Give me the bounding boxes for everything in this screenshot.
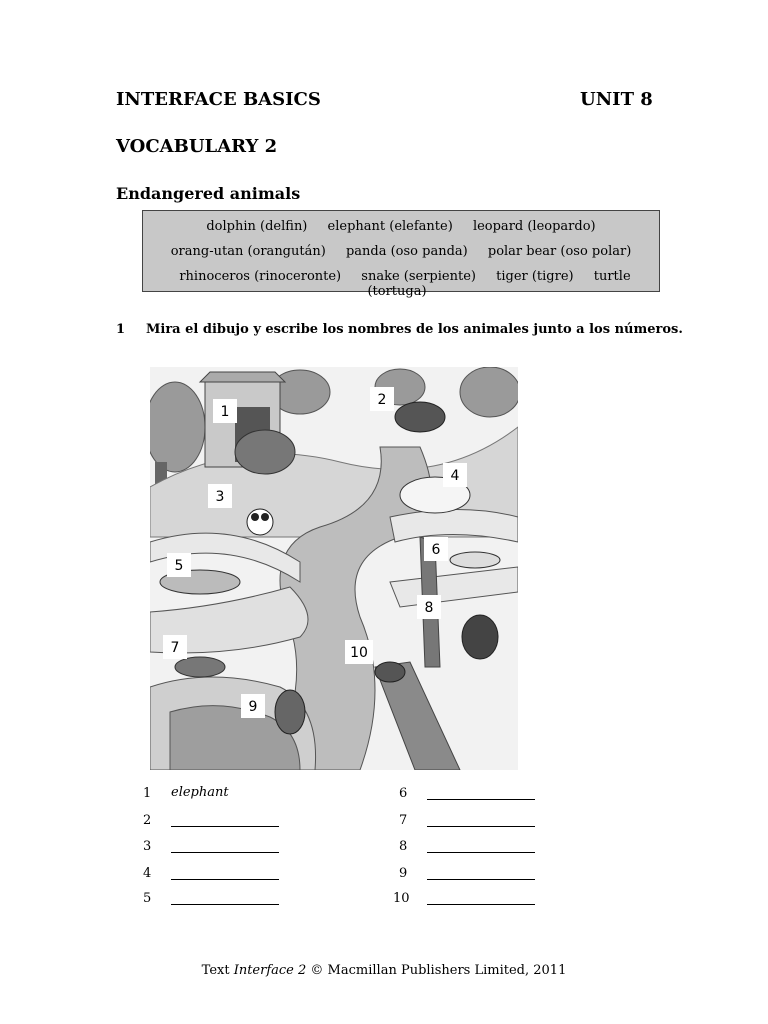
word-item: panda (oso panda) [345,244,468,259]
word-item: rhinoceros (rinoceronte) [179,269,342,284]
word-item: dolphin (delfin) [206,219,308,234]
answer-number: 3 [143,839,152,854]
word-item: polar bear (oso polar) [487,244,632,259]
picture-label: 10 [350,645,368,661]
picture-label: 5 [174,558,184,574]
subtitle: Endangered animals [116,184,301,203]
answer-number: 6 [399,786,408,801]
word-item: snake (serpiente) [361,269,476,284]
word-bank [142,210,660,299]
picture-label: 2 [377,392,387,408]
word-item: elephant (elefante) [327,219,453,234]
picture-label: 4 [450,468,460,484]
footer-prefix: Text [201,963,234,978]
picture-label: 6 [431,542,441,558]
picture-label: 8 [424,600,434,616]
picture-label: 3 [215,489,225,505]
answer-blank[interactable] [171,904,279,905]
answer-number: 10 [393,891,410,906]
answer-blank[interactable] [427,799,535,800]
word-bank-row [143,244,659,259]
footer-copyright: © Macmillan Publishers Limited, 2011 [306,963,567,978]
answer-blank[interactable] [171,826,279,827]
footer [0,963,768,978]
unit-label: UNIT 8 [580,89,653,110]
picture-label: 9 [248,699,258,715]
picture-label: 1 [220,404,230,420]
picture-label: 7 [170,640,180,656]
answer-number: 2 [143,813,152,828]
answer-blank[interactable] [171,879,279,880]
word-item: leopard (leopardo) [472,219,596,234]
word-item: orang-utan (orangután) [170,244,326,259]
answer-blank[interactable] [427,852,535,853]
header-title: INTERFACE BASICS [116,89,321,110]
answer-number: 4 [143,866,152,881]
zoo-illustration [150,367,518,770]
answer-blank[interactable] [427,879,535,880]
answer-number: 8 [399,839,408,854]
word-bank-row [143,269,659,299]
exercise-number: 1 [116,322,126,337]
answer-blank[interactable] [427,826,535,827]
answer-value: elephant [171,785,229,800]
word-item: turtle (tortuga) [367,269,631,299]
word-bank-row [143,219,659,234]
footer-book-title: Interface 2 [233,963,307,978]
answer-number: 9 [399,866,408,881]
answer-number: 1 [143,786,152,801]
answer-blank[interactable] [427,904,535,905]
answer-blank[interactable] [171,852,279,853]
exercise-instruction: Mira el dibujo y escribe los nombres de los animales junto a los números. [146,322,683,337]
answer-number: 5 [143,891,152,906]
section-title: VOCABULARY 2 [116,136,278,157]
answer-number: 7 [399,813,408,828]
word-item: tiger (tigre) [496,269,574,284]
